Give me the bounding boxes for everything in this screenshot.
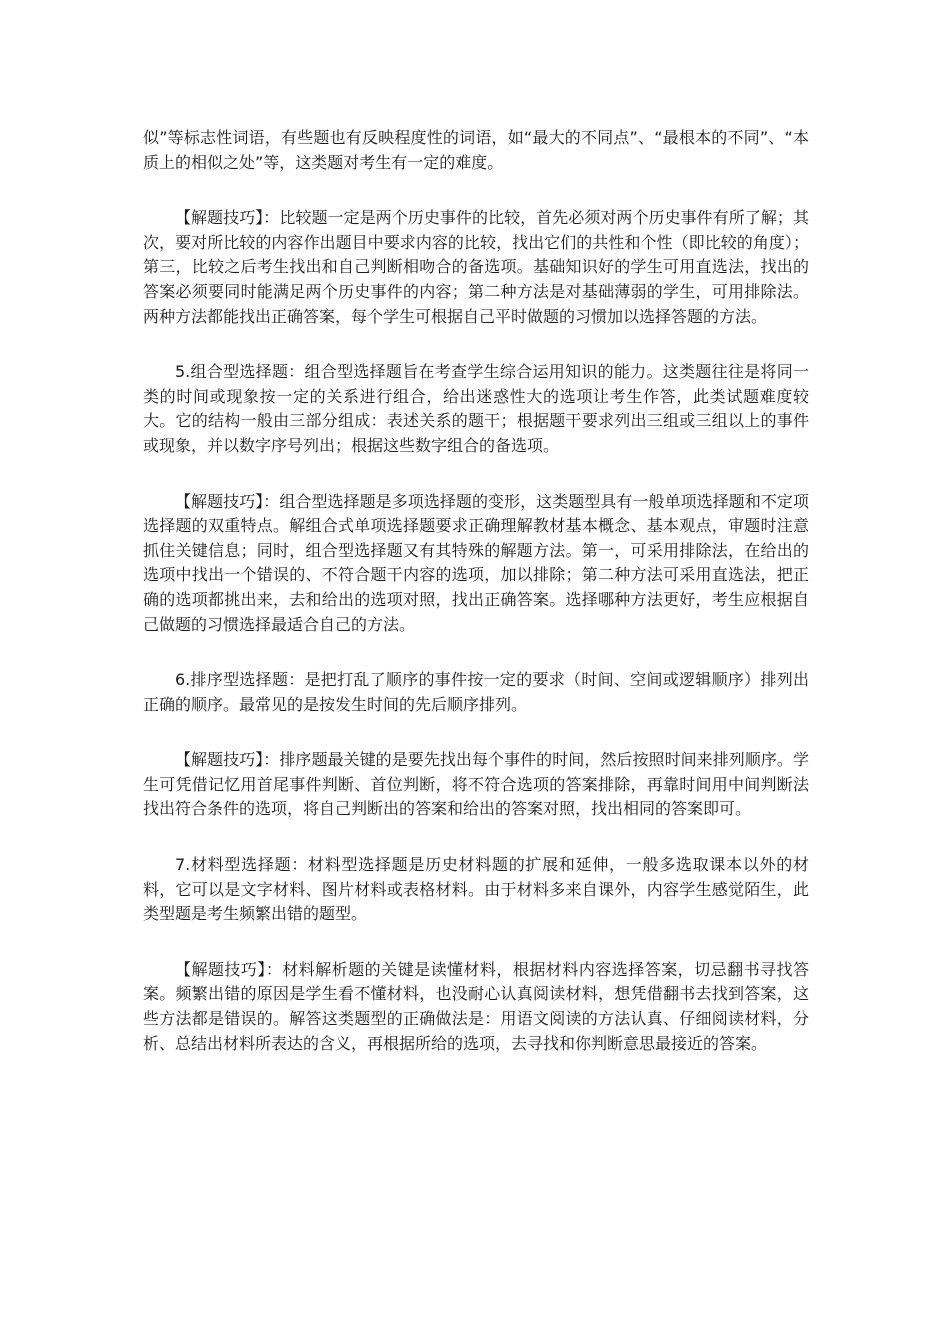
paragraph-tip-material: 【解题技巧】：材料解析题的关键是读懂材料，根据材料内容选择答案，切忌翻书寻找答案。频繁出错的原因是学生看不懂材料，也没耐心认真阅读材料，想凭借翻书去找到答案，这些方法都是错误的。解答这类题型的正确做法是：用语文阅读的方法认真、仔细阅读材料，分析、总结出材料所表达的含义，再根据所给的选项，去寻找和你判断意思最接近的答案。 xyxy=(143,959,809,1053)
paragraph-material-type: 7.材料型选择题：材料型选择题是历史材料题的扩展和延伸，一般多选取课本以外的材料，它可以是文字材料、图片材料或表格材料。由于材料多来自课外，内容学生感觉陌生，此类型题是考生频繁出错的题型。 xyxy=(143,855,809,924)
paragraph-tip-combination: 【解题技巧】：组合型选择题是多项选择题的变形，这类题型具有一般单项选择题和不定项选择题的双重特点。解组合式单项选择题要求正确理解教材基本概念、基本观点，审题时注意抓住关键信息；同时，组合型选择题又有其特殊的解题方法。第一，可采用排除法，在给出的选项中找出一个错误的、不符合题干内容的选项，加以排除；第二种方法可采用直选法，把正确的选项都挑出来，去和给出的选项对照，找出正确答案。选择哪种方法更好，考生应根据自己做题的习惯选择最适合自己的方法。 xyxy=(143,491,809,634)
paragraph-continuation: 似”等标志性词语，有些题也有反映程度性的词语，如“最大的不同点”、“最根本的不同”、“本质上的相似之处”等，这类题对考生有一定的难度。 xyxy=(143,128,809,172)
paragraph-tip-ordering: 【解题技巧】：排序题最关键的是要先找出每个事件的时间，然后按照时间来排列顺序。学生可凭借记忆用首尾事件判断、首位判断，将不符合选项的答案排除，再靠时间用中间判断法找出符合条件的选项，将自己判断出的答案和给出的答案对照，找出相同的答案即可。 xyxy=(143,750,809,819)
document-body xyxy=(143,126,809,1087)
paragraph-combination-type: 5.组合型选择题：组合型选择题旨在考查学生综合运用知识的能力。这类题往往是将同一类的时间或现象按一定的关系进行组合，给出迷惑性大的选项让考生作答，此类试题难度较大。它的结构一般由三部分组成：表述关系的题干；根据题干要求列出三组或三组以上的事件或现象，并以数字序号列出；根据这些数字组合的备选项。 xyxy=(143,362,809,455)
paragraph-tip-comparison: 【解题技巧】：比较题一定是两个历史事件的比较，首先必须对两个历史事件有所了解；其次，要对所比较的内容作出题目中要求内容的比较，找出它们的共性和个性（即比较的角度）；第三，比较之后考生找出和自己判断相吻合的备选项。基础知识好的学生可用直选法，找出的答案必须要同时能满足两个历史事件的内容；第二种方法是对基础薄弱的学生，可用排除法。两种方法都能找出正确答案，每个学生可根据自己平时做题的习惯加以选择答题的方法。 xyxy=(143,208,809,326)
paragraph-ordering-type: 6.排序型选择题：是把打乱了顺序的事件按一定的要求（时间、空间或逻辑顺序）排列出正确的顺序。最常见的是按发生时间的先后顺序排列。 xyxy=(143,670,809,714)
